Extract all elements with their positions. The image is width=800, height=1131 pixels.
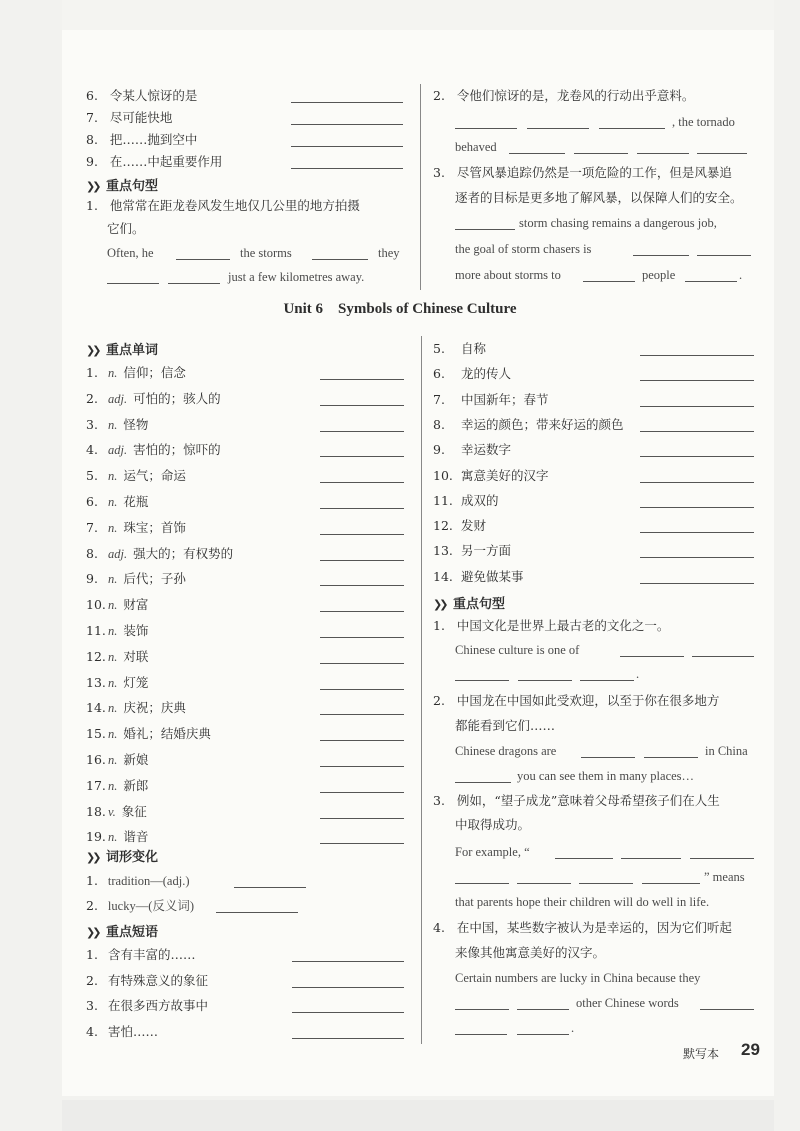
item-number: 1. xyxy=(86,873,98,888)
vocab-item xyxy=(86,827,148,847)
answer-blank[interactable] xyxy=(455,1034,507,1035)
section-label: 词形变化 xyxy=(105,850,158,865)
item-number: 1. xyxy=(86,198,98,213)
answer-blank[interactable] xyxy=(455,680,509,681)
item-text: 中国文化是世界上最古老的文化之一。 xyxy=(456,618,670,633)
item-number: 19. xyxy=(86,829,106,845)
item-text: 尽可能快地 xyxy=(109,110,173,125)
answer-blank[interactable] xyxy=(644,757,698,758)
period: . xyxy=(739,268,743,282)
part-of-speech: n. xyxy=(108,753,118,767)
item-text: 谐音 xyxy=(123,829,149,845)
item-text: 寓意美好的汉字 xyxy=(461,467,549,483)
part-of-speech: n. xyxy=(108,598,118,613)
answer-blank[interactable] xyxy=(640,482,754,483)
item-text: 另一方面 xyxy=(461,543,512,559)
sentence-2-en-b: in China xyxy=(705,744,748,758)
sentence-3-cn-line2: 中取得成功。 xyxy=(455,817,531,832)
sentence-1-en-b: the storms xyxy=(240,246,292,260)
phrase-item xyxy=(86,1022,158,1042)
item-text: 例如，“望子成龙”意味着父母希望孩子们在人生 xyxy=(456,793,720,808)
item-text: 新郎 xyxy=(123,777,149,793)
period: . xyxy=(636,667,640,681)
answer-blank[interactable] xyxy=(697,153,747,154)
answer-blank[interactable] xyxy=(685,281,737,282)
section-heading-morph xyxy=(86,846,158,865)
sentence-2-cn-line1 xyxy=(433,691,719,711)
item-text: 在很多西方故事中 xyxy=(108,998,209,1013)
item-text: 尽管风暴追踪仍然是一项危险的工作，但是风暴追 xyxy=(456,165,732,180)
answer-blank[interactable] xyxy=(640,557,754,558)
page-number: 29 xyxy=(741,1040,760,1059)
phrase-item-7 xyxy=(86,108,172,128)
answer-blank[interactable] xyxy=(292,987,404,988)
item-text: 有特殊意义的象征 xyxy=(108,972,209,988)
section-label: 重点单词 xyxy=(105,343,158,358)
double-chevron-icon: ❯❯ xyxy=(86,344,99,357)
item-number: 6. xyxy=(86,494,98,509)
phrase-item-6 xyxy=(86,86,197,106)
sentence-1-cn-line1 xyxy=(86,196,360,216)
answer-blank[interactable] xyxy=(692,656,754,657)
section-label: 重点句型 xyxy=(452,597,505,612)
item-text: 令他们惊讶的是，龙卷风的行动出乎意料。 xyxy=(456,88,695,103)
answer-blank[interactable] xyxy=(176,259,230,260)
answer-blank[interactable] xyxy=(517,1034,569,1035)
item-number: 5. xyxy=(433,341,445,356)
sentence-1-cn xyxy=(433,616,669,636)
part-of-speech: n. xyxy=(108,727,118,742)
item-text: 龙的传人 xyxy=(461,366,512,382)
item-number: 14. xyxy=(86,700,106,716)
vocab-item xyxy=(86,466,186,486)
sentence-3-cn-line2: 逐者的目标是更多地了解风暴，以保障人们的安全。 xyxy=(455,190,743,205)
item-text: 幸运数字 xyxy=(461,442,512,458)
phrase-item xyxy=(433,491,499,511)
part-of-speech: n. xyxy=(108,624,118,638)
part-of-speech: adj. xyxy=(108,443,128,458)
item-number: 8. xyxy=(86,545,98,561)
phrase-item xyxy=(433,364,511,384)
answer-blank[interactable] xyxy=(292,1012,404,1013)
answer-blank[interactable] xyxy=(640,406,754,407)
item-text: 运气；命运 xyxy=(123,468,186,484)
item-number: 3. xyxy=(433,165,445,180)
item-number: 12. xyxy=(86,648,106,664)
item-text: 婚礼；结婚庆典 xyxy=(123,726,211,742)
answer-blank[interactable] xyxy=(555,858,613,859)
vocab-item xyxy=(86,698,186,718)
answer-blank[interactable] xyxy=(320,818,404,819)
sentence-2-en-b: behaved xyxy=(455,140,497,154)
answer-blank[interactable] xyxy=(581,757,635,758)
answer-blank[interactable] xyxy=(583,281,635,282)
answer-blank[interactable] xyxy=(455,1009,509,1010)
item-text: 他常常在距龙卷风发生地仅几公里的地方拍摄 xyxy=(109,198,360,213)
answer-blank[interactable] xyxy=(320,585,404,586)
answer-blank[interactable] xyxy=(640,431,754,432)
part-of-speech: adj. xyxy=(108,546,128,561)
answer-blank[interactable] xyxy=(291,146,403,147)
item-number: 2. xyxy=(433,88,445,103)
section-label: 重点短语 xyxy=(105,925,158,940)
answer-blank[interactable] xyxy=(320,560,404,561)
item-number: 18. xyxy=(86,803,106,819)
vocab-item xyxy=(86,621,148,641)
page-top-margin xyxy=(62,0,774,30)
answer-blank[interactable] xyxy=(320,792,404,793)
sentence-3-en-a: For example, “ xyxy=(455,845,530,859)
item-text: 成双的 xyxy=(461,492,499,508)
item-text: 可怕的；骇人的 xyxy=(133,390,221,406)
item-number: 2. xyxy=(433,693,445,708)
answer-blank[interactable] xyxy=(320,663,404,664)
answer-blank[interactable] xyxy=(517,883,571,884)
answer-blank[interactable] xyxy=(633,255,689,256)
answer-blank[interactable] xyxy=(320,534,404,535)
item-text: 中国新年；春节 xyxy=(461,391,549,407)
item-number: 4. xyxy=(433,920,445,935)
sentence-1-en-c: they xyxy=(378,246,400,260)
answer-blank[interactable] xyxy=(320,405,404,406)
vocab-item xyxy=(86,492,148,512)
item-number: 7. xyxy=(86,110,98,125)
phrase-item-9 xyxy=(86,152,222,172)
sentence-4-en-a: Certain numbers are lucky in China because they xyxy=(455,971,701,985)
item-number: 6. xyxy=(86,88,98,103)
phrase-item xyxy=(433,541,511,561)
phrase-item xyxy=(86,945,196,965)
sentence-1-en-d: just a few kilometres away. xyxy=(228,270,365,284)
answer-blank[interactable] xyxy=(620,656,684,657)
phrase-item xyxy=(433,415,624,435)
vocab-item xyxy=(86,647,148,667)
item-number: 16. xyxy=(86,752,106,767)
sentence-2-cn xyxy=(433,86,694,106)
phrase-item xyxy=(86,996,208,1016)
answer-blank[interactable] xyxy=(580,680,634,681)
sentence-3-en-b: the goal of storm chasers is xyxy=(455,242,592,256)
sentence-4-cn-line1 xyxy=(433,918,732,938)
sentence-2-en-a: , the tornado xyxy=(672,115,735,129)
vocab-item xyxy=(86,750,148,770)
part-of-speech: n. xyxy=(108,572,118,587)
unit-title: Unit 6 Symbols of Chinese Culture xyxy=(283,301,517,317)
answer-blank[interactable] xyxy=(312,259,368,260)
answer-blank[interactable] xyxy=(455,782,511,783)
answer-blank[interactable] xyxy=(320,843,404,844)
item-text: 后代；子孙 xyxy=(123,571,186,587)
answer-blank[interactable] xyxy=(320,431,404,432)
item-number: 10. xyxy=(86,597,106,613)
answer-blank[interactable] xyxy=(320,456,404,457)
answer-blank[interactable] xyxy=(527,128,589,129)
section-heading-sentences xyxy=(86,175,158,194)
item-number: 5. xyxy=(86,468,98,484)
answer-blank[interactable] xyxy=(642,883,700,884)
sentence-3-cn-line1 xyxy=(433,791,720,811)
answer-blank[interactable] xyxy=(621,858,681,859)
answer-blank[interactable] xyxy=(320,689,404,690)
answer-blank[interactable] xyxy=(320,482,404,483)
vocab-item xyxy=(86,569,186,589)
part-of-speech: n. xyxy=(108,469,118,484)
item-number: 6. xyxy=(433,366,445,382)
part-of-speech: n. xyxy=(108,701,118,716)
answer-blank[interactable] xyxy=(320,508,404,509)
top-column-divider xyxy=(420,84,421,290)
item-number: 1. xyxy=(433,618,445,633)
vocab-item xyxy=(86,544,233,564)
phrase-item-8 xyxy=(86,130,197,150)
item-text: 幸运的颜色；带来好运的颜色 xyxy=(461,416,624,432)
answer-blank[interactable] xyxy=(640,355,754,356)
item-text: tradition—(adj.) xyxy=(107,874,190,888)
part-of-speech: n. xyxy=(108,675,118,690)
item-text: 害怕的；惊吓的 xyxy=(133,442,221,458)
answer-blank[interactable] xyxy=(291,124,403,125)
item-text: 在……中起重要作用 xyxy=(109,154,223,169)
answer-blank[interactable] xyxy=(640,507,754,508)
item-number: 14. xyxy=(433,568,453,584)
part-of-speech: v. xyxy=(108,804,116,819)
item-number: 7. xyxy=(86,519,98,535)
item-text: 自称 xyxy=(461,341,487,356)
item-text: 新娘 xyxy=(123,752,149,767)
item-text: 装饰 xyxy=(123,623,149,638)
vocab-item xyxy=(86,595,148,615)
item-number: 2. xyxy=(86,390,98,406)
answer-blank[interactable] xyxy=(107,283,159,284)
sentence-4-cn-line2: 来像其他寓意美好的汉字。 xyxy=(455,945,606,960)
item-number: 15. xyxy=(86,726,106,742)
phrase-item xyxy=(433,466,549,486)
double-chevron-icon: ❯❯ xyxy=(86,926,99,939)
answer-blank[interactable] xyxy=(640,532,754,533)
answer-blank[interactable] xyxy=(291,102,403,103)
item-number: 1. xyxy=(86,365,98,380)
part-of-speech: n. xyxy=(108,649,118,664)
part-of-speech: n. xyxy=(108,520,118,535)
sentence-2-en-a: Chinese dragons are xyxy=(455,744,557,758)
part-of-speech: n. xyxy=(108,778,118,793)
item-text: 强大的；有权势的 xyxy=(133,545,234,561)
item-number: 17. xyxy=(86,777,106,793)
item-text: 发财 xyxy=(461,518,487,534)
answer-blank[interactable] xyxy=(697,255,751,256)
section-label: 重点句型 xyxy=(105,179,158,194)
item-text: 财富 xyxy=(123,597,149,613)
item-text: 害怕…… xyxy=(108,1023,159,1039)
answer-blank[interactable] xyxy=(320,714,404,715)
answer-blank[interactable] xyxy=(320,766,404,767)
item-number: 3. xyxy=(433,793,445,808)
sentence-3-en-c: that parents hope their children will do well in life. xyxy=(455,895,710,909)
vocab-item xyxy=(86,724,211,744)
item-number: 9. xyxy=(86,154,98,169)
section-heading-phrases xyxy=(86,921,158,940)
item-text: 象征 xyxy=(121,803,147,819)
vocab-item xyxy=(86,518,186,538)
item-number: 3. xyxy=(86,416,98,432)
item-text: 灯笼 xyxy=(123,674,149,690)
answer-blank[interactable] xyxy=(640,380,754,381)
sentence-2-en-c: you can see them in many places… xyxy=(517,769,695,783)
vocab-item xyxy=(86,389,221,409)
vocab-item xyxy=(86,802,147,822)
answer-blank[interactable] xyxy=(216,912,298,913)
item-text: 含有丰富的…… xyxy=(108,947,196,962)
item-text: 把……抛到空中 xyxy=(109,132,198,147)
item-text: 庆祝；庆典 xyxy=(123,700,186,716)
vocab-item xyxy=(86,673,148,693)
vocab-item xyxy=(86,440,221,460)
answer-blank[interactable] xyxy=(292,1038,404,1039)
item-number: 11. xyxy=(433,492,453,508)
vocab-item xyxy=(86,776,148,796)
answer-blank[interactable] xyxy=(640,456,754,457)
item-text: 对联 xyxy=(123,648,149,664)
item-number: 2. xyxy=(86,898,98,913)
sentence-3-en-b: ” means xyxy=(704,870,745,884)
phrase-item xyxy=(433,440,511,460)
section-heading-vocab xyxy=(86,339,158,358)
part-of-speech: n. xyxy=(108,830,118,845)
item-number: 13. xyxy=(433,543,453,559)
item-number: 9. xyxy=(433,442,445,458)
phrase-item xyxy=(433,339,486,359)
item-number: 8. xyxy=(433,416,445,432)
part-of-speech: n. xyxy=(108,417,118,432)
item-text: 避免做某事 xyxy=(461,568,524,584)
item-text: lucky—(反义词) xyxy=(107,899,195,913)
answer-blank[interactable] xyxy=(455,128,517,129)
section-heading-sentences xyxy=(433,593,505,612)
sentence-3-en-a: storm chasing remains a dangerous job, xyxy=(519,216,717,230)
sentence-1-en-a: Often, he xyxy=(107,246,154,260)
answer-blank[interactable] xyxy=(574,153,628,154)
answer-blank[interactable] xyxy=(320,379,404,380)
answer-blank[interactable] xyxy=(168,283,220,284)
item-number: 4. xyxy=(86,442,98,458)
item-number: 11. xyxy=(86,623,106,638)
morph-item-2 xyxy=(86,896,194,916)
item-text: 在中国，某些数字被认为是幸运的，因为它们听起 xyxy=(456,920,732,935)
item-text: 怪物 xyxy=(123,416,149,432)
sentence-3-cn-line1 xyxy=(433,163,732,183)
vocab-item xyxy=(86,363,186,383)
item-text: 花瓶 xyxy=(123,494,149,509)
double-chevron-icon: ❯❯ xyxy=(433,598,446,611)
item-text: 珠宝；首饰 xyxy=(123,519,186,535)
sentence-1-cn-line2: 它们。 xyxy=(107,221,145,236)
sentence-2-cn-line2: 都能看到它们…… xyxy=(455,718,556,733)
item-number: 10. xyxy=(433,467,453,483)
morph-item-1 xyxy=(86,871,190,891)
sentence-3-en-c: more about storms to xyxy=(455,268,561,282)
answer-blank[interactable] xyxy=(517,1009,569,1010)
answer-blank[interactable] xyxy=(291,168,403,169)
answer-blank[interactable] xyxy=(579,883,633,884)
answer-blank[interactable] xyxy=(320,637,404,638)
answer-blank[interactable] xyxy=(292,961,404,962)
answer-blank[interactable] xyxy=(455,883,509,884)
column-divider xyxy=(421,336,422,1044)
item-number: 9. xyxy=(86,571,98,587)
item-number: 2. xyxy=(86,972,98,988)
answer-blank[interactable] xyxy=(637,153,689,154)
item-text: 信仰；信念 xyxy=(123,365,186,380)
sentence-1-en: Chinese culture is one of xyxy=(455,643,580,657)
answer-blank[interactable] xyxy=(455,229,515,230)
sentence-3-en-d: people xyxy=(642,268,676,282)
item-number: 13. xyxy=(86,674,106,690)
answer-blank[interactable] xyxy=(518,680,572,681)
phrase-item xyxy=(86,971,208,991)
answer-blank[interactable] xyxy=(509,153,565,154)
answer-blank[interactable] xyxy=(599,128,665,129)
item-text: 令某人惊讶的是 xyxy=(109,88,198,103)
item-number: 1. xyxy=(86,947,98,962)
item-number: 4. xyxy=(86,1023,98,1039)
sentence-4-en-b: other Chinese words xyxy=(576,996,679,1010)
double-chevron-icon: ❯❯ xyxy=(86,851,99,864)
item-number: 3. xyxy=(86,998,98,1013)
answer-blank[interactable] xyxy=(700,1009,754,1010)
footer-label: 默写本 xyxy=(683,1047,720,1061)
item-text: 中国龙在中国如此受欢迎，以至于你在很多地方 xyxy=(456,693,720,708)
answer-blank[interactable] xyxy=(320,740,404,741)
part-of-speech: adj. xyxy=(108,391,128,406)
item-number: 8. xyxy=(86,132,98,147)
item-number: 7. xyxy=(433,391,445,407)
double-chevron-icon: ❯❯ xyxy=(86,180,99,193)
phrase-item xyxy=(433,390,549,410)
answer-blank[interactable] xyxy=(320,611,404,612)
page-bottom-margin xyxy=(62,1100,774,1131)
answer-blank[interactable] xyxy=(690,858,754,859)
answer-blank[interactable] xyxy=(640,583,754,584)
item-number: 12. xyxy=(433,518,453,534)
vocab-item xyxy=(86,415,148,435)
phrase-item xyxy=(433,516,486,536)
answer-blank[interactable] xyxy=(234,887,306,888)
part-of-speech: n. xyxy=(108,366,118,380)
phrase-item xyxy=(433,567,524,587)
period: . xyxy=(571,1021,575,1035)
part-of-speech: n. xyxy=(108,495,118,509)
